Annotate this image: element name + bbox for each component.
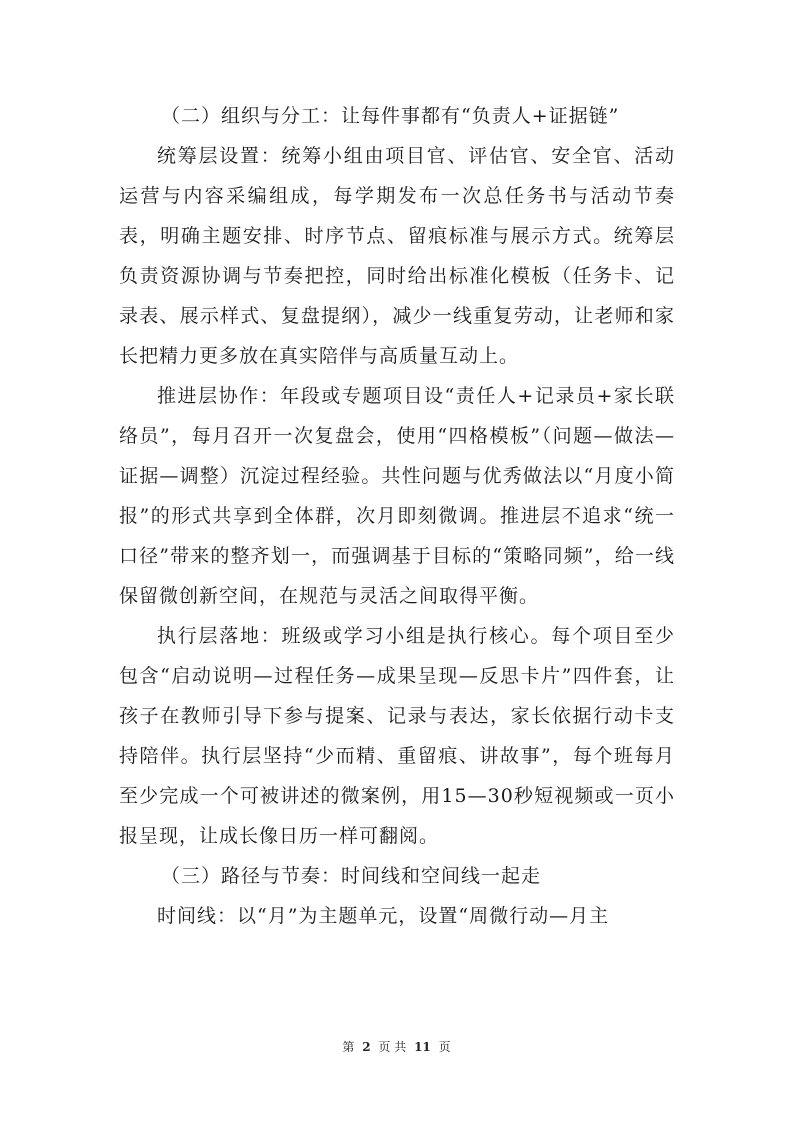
page-footer	[0, 1038, 793, 1055]
section-heading-3: （三）路径与节奏：时间线和空间线一起走	[161, 865, 542, 887]
footer-prefix: 第	[342, 1040, 355, 1054]
footer-current-page: 2	[362, 1040, 371, 1054]
paragraph-execution-layer: 执行层落地：班级或学习小组是执行核心。每个项目至少包含“启动说明—过程任务—成果呈现—反思卡片”四件套，让孩子在教师引导下参与提案、记录与表达，家长依据行动卡支持陪伴。执行层坚持“少而精、重留痕、讲故事”，每个班每月至少完成一个可被讲述的微案例，用15—30秒短视频或一页小报呈现，让成长像日历一样可翻阅。	[119, 625, 675, 847]
section-heading-2: （二）组织与分工：让每件事都有“负责人+证据链”	[161, 105, 620, 127]
footer-suffix: 页	[438, 1040, 451, 1054]
footer-total-pages: 11	[414, 1040, 431, 1054]
paragraph-coordination-layer: 统筹层设置：统筹小组由项目官、评估官、安全官、活动运营与内容采编组成，每学期发布一次总任务书与活动节奏表，明确主题安排、时序节点、留痕标准与展示方式。统筹层负责资源协调与节奏把控，同时给出标准化模板（任务卡、记录表、展示样式、复盘提纲），减少一线重复劳动，让老师和家长把精力更多放在真实陪伴与高质量互动上。	[119, 145, 675, 367]
paragraph-promotion-layer: 推进层协作：年段或专题项目设“责任人+记录员+家长联络员”，每月召开一次复盘会，使用“四格模板”（问题—做法—证据—调整）沉淀过程经验。共性问题与优秀做法以“月度小简报”的形式共享到全体群，次月即刻微调。推进层不追求“统一口径”带来的整齐划一，而强调基于目标的“策略同频”，给一线保留微创新空间，在规范与灵活之间取得平衡。	[119, 385, 675, 607]
footer-middle: 页 共	[378, 1040, 407, 1054]
paragraph-timeline: 时间线：以“月”为主题单元，设置“周微行动—月主	[157, 905, 610, 927]
document-body	[119, 96, 675, 936]
